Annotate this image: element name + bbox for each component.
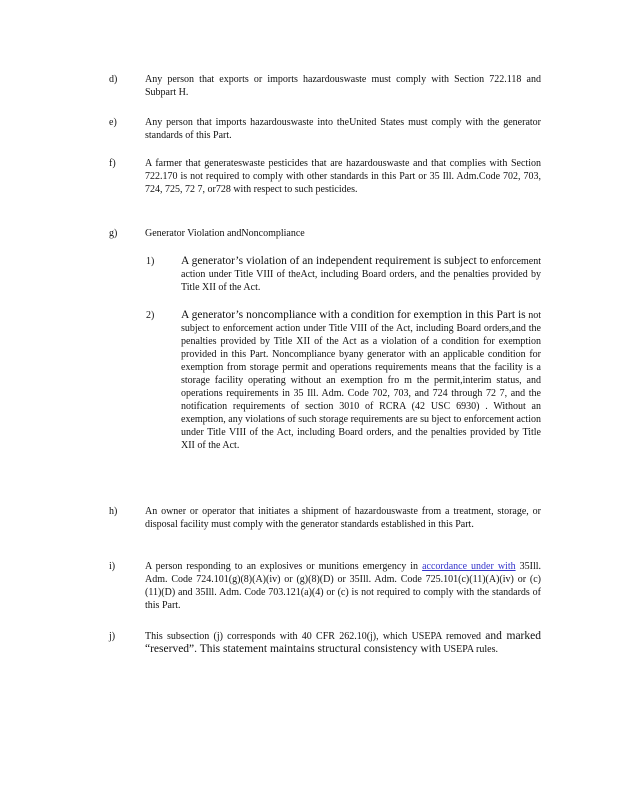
subitem-body: enforcement action under Title VIII of theAct, including Board orders, and the penalties provided by Title XII of the Act. bbox=[181, 256, 542, 293]
item-text bbox=[145, 630, 541, 656]
item-label: d) bbox=[109, 74, 118, 85]
item-label: j) bbox=[109, 631, 116, 642]
item-label: h) bbox=[109, 506, 118, 517]
item-text-after: 35Ill. Adm. Code 724.101(g)(8)(A)(iv) or (g)(8)(D) or 35Ill. Adm. Code 725.101(c)(11)(A)(iv) or (c)(11)(D) and 35Ill. Adm. Code 703.121(a)(4) or (c) is not required to comply with the standards of this Part. bbox=[145, 561, 542, 611]
item-text-before: A person responding to an explosives or munitions emergency in bbox=[145, 561, 423, 572]
subitem-body: not subject to enforcement action under Title VIII of the Act, including Board orders,and the penalties provided by Title XII of the Act as a violation of a condition for exemption provided in this Part. Noncompliance byany generator with an applicable condition for exemption from storage permit and operations requirements means that the facility is a storage facility operating without an exemption fro m the permit,interim status, and operations requirements in 35 Ill. Adm. Code 702, 703, and 724 through 72 7, and the notification requirements of section 3010 of RCRA (42 USC 6930) . Without an exemption, any violations of such storage requirements are su bject to enforcement action under Title VIII of the Act, including Board orders, and the penalties provided by Title XII of the Act. bbox=[181, 310, 542, 451]
subitem-lead: A generator’s violation of an independent requirement is subject to bbox=[181, 255, 489, 267]
item-text-after: USEPA rules. bbox=[440, 644, 498, 655]
item-text: A farmer that generateswaste pesticides that are hazardouswaste and that complies with Section 722.170 is not required to comply with other standards in this Part or 35 Ill. Adm.Code 702, 703, 724, 725, 72 7, or728 with respect to such pesticides. bbox=[145, 158, 541, 195]
item-text: Any person that exports or imports hazardouswaste must comply with Section 722.118 and Subpart H. bbox=[145, 74, 541, 98]
item-text: Any person that imports hazardouswaste into theUnited States must comply with the generator standards of this Part. bbox=[145, 117, 541, 141]
item-label: i) bbox=[109, 561, 116, 572]
item-text bbox=[145, 560, 541, 612]
item-text-large: and marked “reserved”. This statement maintains structural consistency with bbox=[145, 630, 541, 655]
subitem-label: 1) bbox=[146, 256, 155, 267]
item-label: e) bbox=[109, 117, 117, 128]
subitem-label: 2) bbox=[146, 310, 155, 321]
tracked-change-link[interactable]: accordance under with bbox=[422, 561, 516, 572]
item-label: g) bbox=[109, 228, 118, 239]
item-label: f) bbox=[109, 158, 116, 169]
subitem-text bbox=[181, 309, 541, 452]
item-text-before: This subsection (j) corresponds with 40 CFR 262.10(j), which USEPA removed bbox=[145, 631, 486, 642]
item-text: An owner or operator that initiates a shipment of hazardouswaste from a treatment, storage, or disposal facility must comply with the generator standards established in this Part. bbox=[145, 506, 541, 530]
section-heading: Generator Violation andNoncompliance bbox=[145, 228, 305, 239]
subitem-lead: A generator’s noncompliance with a condition for exemption in this Part is bbox=[181, 309, 526, 321]
subitem-text bbox=[181, 255, 541, 294]
